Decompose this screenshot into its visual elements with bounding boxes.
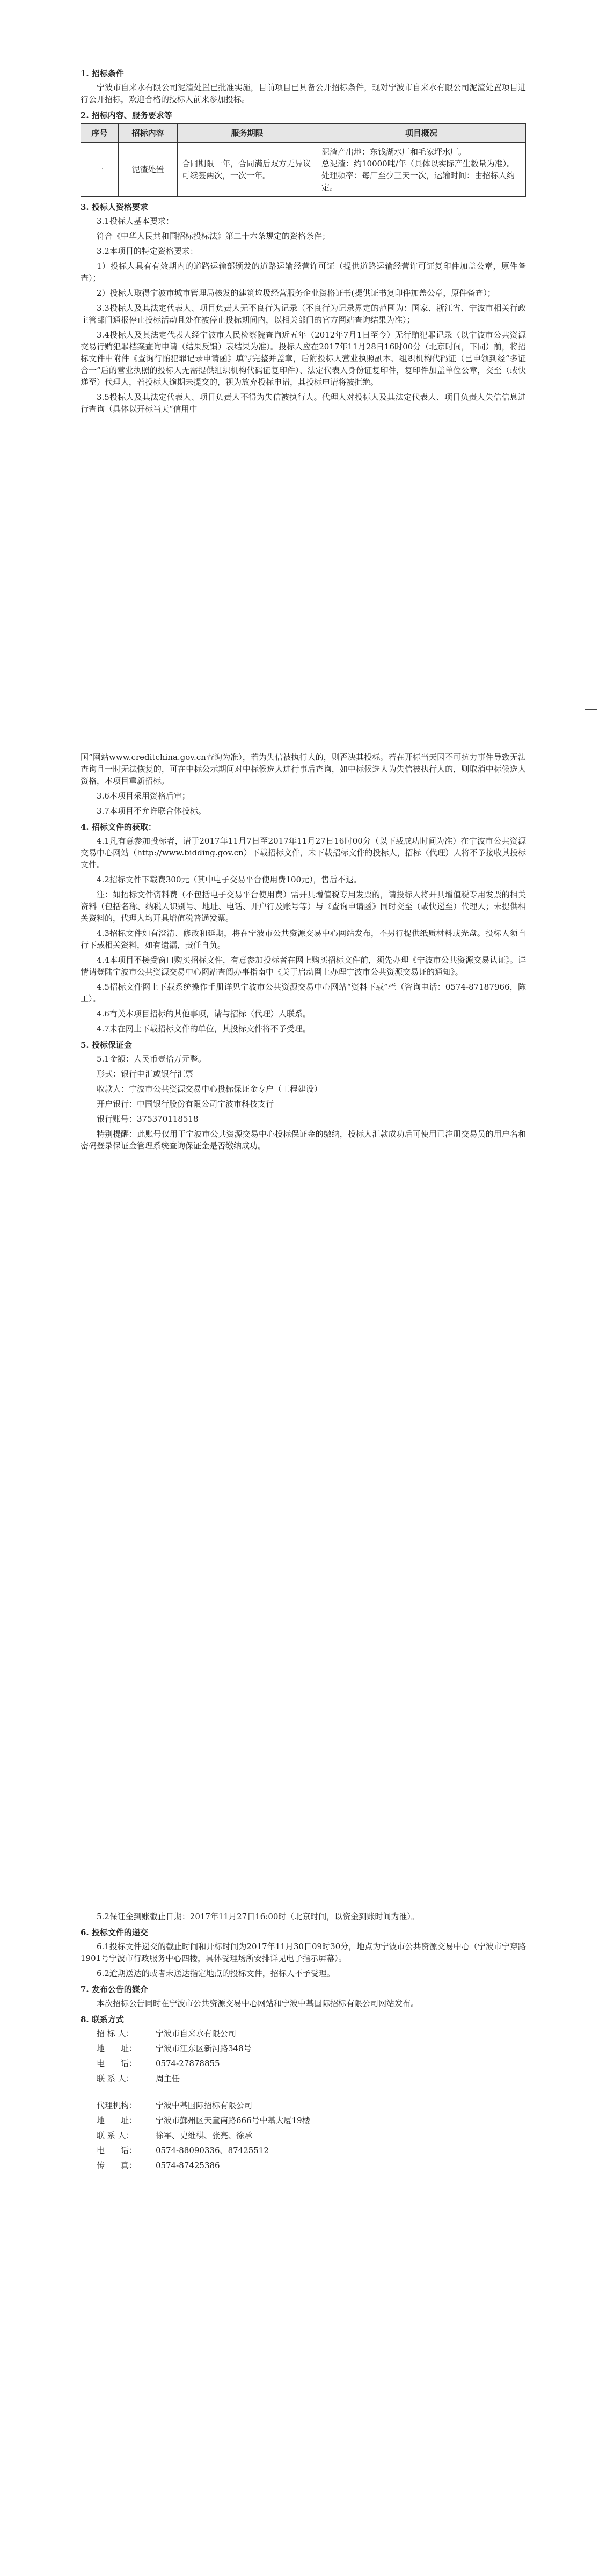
contact-row	[81, 2073, 526, 2084]
contact-label: 电 话：	[97, 2059, 137, 2068]
contact-label: 地 址：	[97, 2116, 137, 2125]
contact-label: 地 址：	[97, 2044, 137, 2053]
para-4-3: 4.3招标文件如有澄清、修改和延期，将在宁波市公共资源交易中心网站发布，不另行提供纸质材料或光盘。投标人须自行下载相关资料，如有遗漏，责任自负。	[81, 928, 526, 950]
table-row	[81, 143, 526, 197]
para-6-2: 6.2逾期送达的或者未送达指定地点的投标文件，招标人不予受理。	[97, 1968, 335, 1978]
para-3-7: 3.7本项目不允许联合体投标。	[97, 806, 206, 816]
tenderer-contact	[81, 2028, 526, 2084]
section-5-heading: 5. 投标保证金	[81, 1040, 132, 1050]
para-3-1-a: 符合《中华人民共和国招标投标法》第二十六条规定的资格条件；	[97, 231, 331, 241]
cell-period: 合同期限一年，合同满后双方无异议可续签两次，一次一年。	[178, 143, 317, 197]
contact-value: 宁波市江东区新河路348号	[156, 2044, 252, 2053]
para-3-4: 3.4投标人及其法定代表人经宁波市人民检察院查询近五年（2012年7月1日至今）无行贿犯罪记录（以宁波市公共资源交易行贿犯罪档案查询申请（结果反馈）表结果为准）。投标人应在2017年11月28日16时00分（北京时间，下同）前，将招标文件中附件《查询行贿犯罪记录申请函》填写完整并盖章，后附投标人营业执照副本、组织机构代码证（已申领到经“多证合一”后的营业执照的投标人无需提供组织机构代码证复印件）、法定代表人身份证复印件，复印件加盖单位公章，交至（或快递至）代理人，若投标人逾期未提交的，视为放弃投标申请，其投标申请将被拒绝。	[81, 330, 526, 387]
contact-label: 联 系 人：	[97, 2074, 134, 2083]
contact-label: 联 系 人：	[97, 2131, 134, 2140]
contact-value: 0574-88090336、87425512	[156, 2146, 269, 2155]
overview-line: 处理频率：每厂至少三天一次，运输时间：由招标人约定。	[321, 171, 515, 192]
contact-label: 招 标 人：	[97, 2029, 134, 2038]
para-4-5: 4.5招标文件网上下载系统操作手册详见宁波市公共资源交易中心网站“资料下载”栏（咨询电话：0574-87187966，陈工）。	[81, 982, 526, 1004]
para-5-1: 5.1金额：人民币壹拾万元整。	[97, 1054, 206, 1064]
para-4-1: 4.1凡有意参加投标者，请于2017年11月7日至2017年11月27日16时00分（以下载成功时间为准）在宁波市公共资源交易中心网站（http://www.bidding.gov.cn）下载招标文件，未下载招标文件的投标人，招标（代理）人将不予接收其投标文件。	[81, 836, 526, 869]
section-4-heading: 4. 招标文件的获取：	[81, 822, 156, 832]
col-header-content: 招标内容	[119, 124, 178, 143]
cell-content: 泥渣处置	[119, 143, 178, 197]
cell-overview	[317, 143, 526, 197]
contact-value: 宁波中基国际招标有限公司	[156, 2101, 253, 2110]
deposit-note: 特别提醒：此账号仅用于宁波市公共资源交易中心投标保证金的缴纳，投标人汇款成功后可使用已注册交易员的用户名和密码登录保证金管理系统查询保证金是否缴纳成功。	[81, 1129, 526, 1151]
agent-contact	[81, 2099, 526, 2171]
contact-row	[81, 2145, 526, 2156]
contact-value: 宁波市鄞州区天童南路666号中基大厦19楼	[156, 2116, 310, 2125]
deposit-account: 银行账号：375370118518	[97, 1114, 199, 1124]
section-7-text: 本次招标公告同时在宁波市公共资源交易中心网站和宁波中基国际招标有限公司网站发布。	[97, 1999, 419, 2008]
contact-label: 电 话：	[97, 2146, 137, 2155]
notice-part-2	[81, 751, 526, 1155]
section-7-heading: 7. 发布公告的媒介	[81, 1985, 148, 1994]
contact-value: 0574-87425386	[156, 2161, 220, 2170]
notice-part-3	[81, 1911, 526, 2175]
bid-content-table	[81, 123, 526, 197]
contact-value: 宁波市自来水有限公司	[156, 2029, 237, 2038]
section-1-heading: 1. 招标条件	[81, 69, 124, 78]
notice-part-1	[81, 63, 526, 418]
section-1-text: 宁波市自来水有限公司泥渣处置已批准实施，目前项目已具备公开招标条件，现对宁波市自来水有限公司泥渣处置项目进行公开招标，欢迎合格的投标人前来参加投标。	[81, 83, 526, 104]
contact-row	[81, 2129, 526, 2141]
contact-row	[81, 2160, 526, 2171]
contact-label: 代理机构：	[97, 2101, 137, 2110]
spacer	[81, 2088, 526, 2099]
para-4-6: 4.6有关本项目招标的其他事项，请与招标（代理）人联系。	[97, 1009, 311, 1019]
col-header-period: 服务期限	[178, 124, 317, 143]
deposit-form: 形式：银行电汇或银行汇票	[97, 1069, 194, 1079]
para-3-3: 3.3投标人及其法定代表人、项目负责人无不良行为记录（不良行为记录界定的范围为：国家、浙江省、宁波市相关行政主管部门通报停止投标活动且处在被停止投标期间内，以相关部门的官方网站查询结果为准）；	[81, 303, 526, 325]
contact-value: 周主任	[156, 2074, 180, 2083]
para-4-2-note: 注：如招标文件资料费（不包括电子交易平台使用费）需开具增值税专用发票的，请投标人将开具增值税专用发票的相关资料（包括名称、纳税人识别号、地址、电话、开户行及账号等）与《查询申请函》同时交至（或快递至）代理人；未提供相关资料的，代理人均开具增值税普通发票。	[81, 890, 526, 923]
deposit-bank: 开户银行：中国银行股份有限公司宁波市科技支行	[97, 1099, 274, 1109]
para-3-5-b: 国”网站www.creditchina.gov.cn查询为准），若为失信被执行人的，则否决其投标。若在开标当天因不可抗力事件导致无法查询且一时无法恢复的，可在中标公示期间对中标候选人进行事后查询，如中标候选人为失信被执行人的，则取消中标候选人资格，本项目重新招标。	[81, 752, 526, 786]
para-4-7: 4.7未在网上下载招标文件的单位，其投标文件将不予受理。	[97, 1024, 311, 1034]
contact-label: 传 真：	[97, 2161, 137, 2170]
para-3-5-a: 3.5投标人及其法定代表人、项目负责人不得为失信被执行人。代理人对投标人及其法定代表人、项目负责人失信信息进行查询（具体以开标当天“信用中	[81, 392, 526, 414]
col-header-no: 序号	[81, 124, 119, 143]
overview-line: 总泥渣：约10000吨/年（具体以实际产生数量为准）。	[321, 159, 515, 169]
table-header-row	[81, 124, 526, 143]
contact-row	[81, 2028, 526, 2039]
para-4-2: 4.2招标文件下载费300元（其中电子交易平台使用费100元），售后不退。	[97, 875, 362, 884]
contact-row	[81, 2058, 526, 2069]
section-2-heading: 2. 招标内容、服务要求等	[81, 111, 172, 120]
section-6-heading: 6. 投标文件的递交	[81, 1928, 148, 1937]
section-8-heading: 8. 联系方式	[81, 2015, 124, 2024]
para-3-2: 3.2本项目的特定资格要求：	[97, 246, 198, 256]
cell-no: 一	[81, 143, 119, 197]
overview-line: 泥渣产出地：东钱湖水厂和毛家坪水厂。	[321, 147, 467, 157]
para-3-2-1: 1）投标人具有有效期内的道路运输部颁发的道路运输经营许可证（提供道路运输经营许可证复印件加盖公章，原件备查）；	[81, 261, 526, 283]
contact-value: 0574-27878855	[156, 2059, 220, 2068]
para-6-1: 6.1投标文件递交的截止时间和开标时间为2017年11月30日09时30分，地点为宁波市公共资源交易中心（宁波市宁穿路1901号宁波市行政服务中心四楼，具体受理场所安排详见电子指示屏幕）。	[81, 1942, 526, 1963]
contact-row	[81, 2099, 526, 2111]
deposit-payee: 收款人：宁波市公共资源交易中心投标保证金专户（工程建设）	[97, 1084, 323, 1094]
para-3-1: 3.1投标人基本要求：	[97, 216, 174, 226]
para-4-4: 4.4本项目不接受窗口购买招标文件，有意参加投标者在网上购买招标文件前，须先办理《宁波市公共资源交易认证》。详情请登陆宁波市公共资源交易中心网站查阅办事指南中《关于启动网上办理宁波市公共资源交易证的通知》。	[81, 955, 526, 977]
para-5-2: 5.2保证金到账截止日期：2017年11月27日16:00时（北京时间，以资金到账时间为准）。	[97, 1912, 419, 1921]
col-header-overview: 项目概况	[317, 124, 526, 143]
para-3-2-2: 2）投标人取得宁波市城市管理局核发的建筑垃圾经营服务企业资格证书(提供证书复印件加盖公章，原件备查）；	[97, 288, 495, 298]
para-3-6: 3.6本项目采用资格后审；	[97, 791, 190, 801]
page-break-rule	[585, 709, 597, 710]
contact-row	[81, 2043, 526, 2054]
contact-value: 徐军、史维棋、张亮、徐承	[156, 2131, 253, 2140]
section-3-heading: 3. 投标人资格要求	[81, 202, 148, 212]
contact-row	[81, 2114, 526, 2126]
